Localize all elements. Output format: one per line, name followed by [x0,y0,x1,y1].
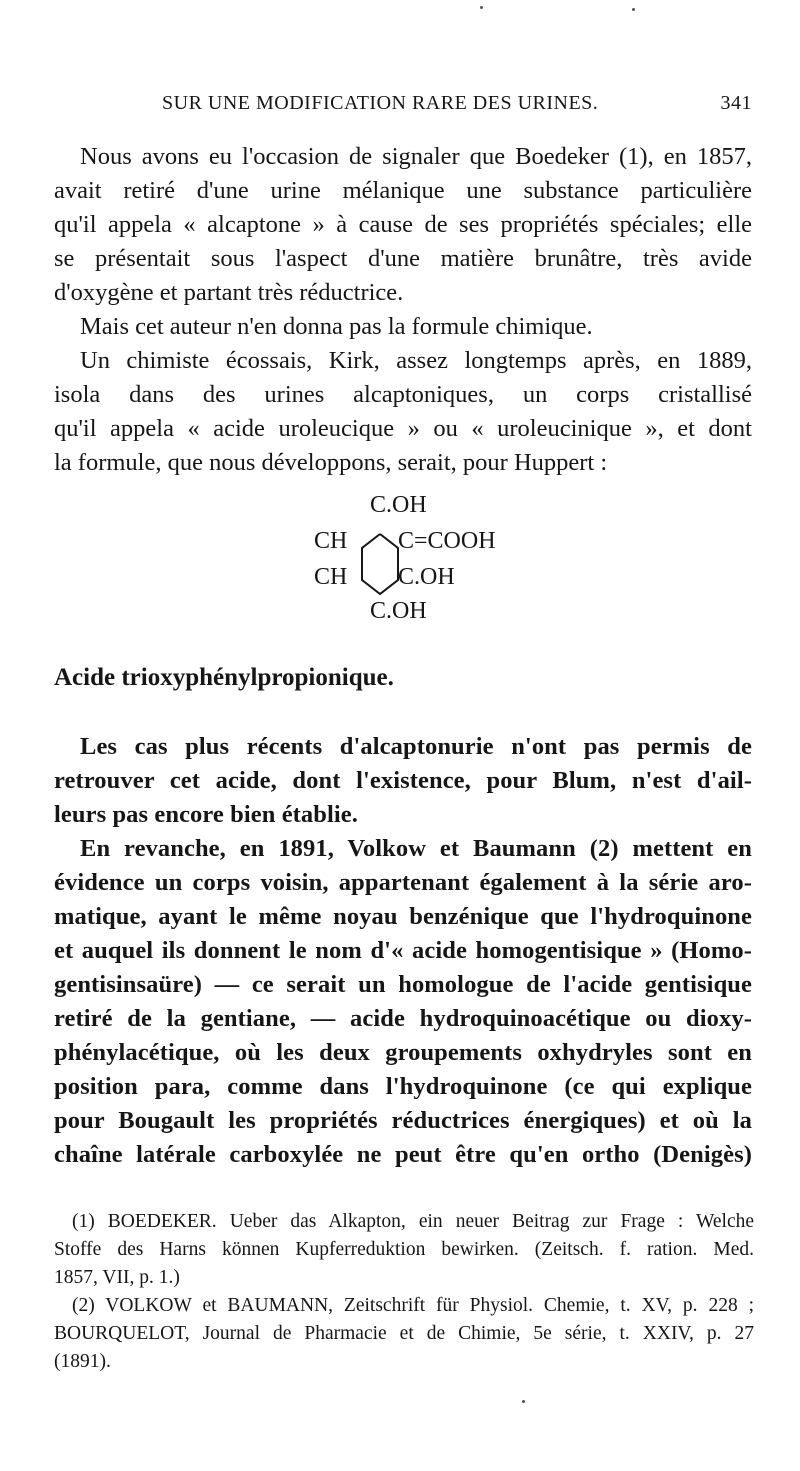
para1-line-1: Nous avons eu l'occasion de signaler que Boedeker (1), en 1857, [80,143,752,170]
formula-bottom: C.OH [370,598,427,624]
para5-line-3: matique, ayant le même noyau benzénique que l'hydroquinone [54,903,752,930]
formula-top: C.OH [370,492,427,518]
para3-line-1: Un chimiste écossais, Kirk, assez longtemps après, en 1889, [80,347,752,374]
para5-line-7: phénylacétique, où les deux groupements oxhydryles sont en [54,1039,752,1066]
para3-line-4: la formule, que nous développons, serait, pour Huppert : [54,449,608,476]
structural-formula [310,492,550,632]
footnote-2-line-1: (2) VOLKOW et BAUMANN, Zeitschrift für Physiol. Chemie, t. XV, p. 228 ; [72,1295,754,1316]
formula-left-2: CH [314,564,348,590]
footnote-2-line-2: BOURQUELOT, Journal de Pharmacie et de Chimie, 5e série, t. XXIV, p. 27 [54,1323,754,1344]
para2-line-1: Mais cet auteur n'en donna pas la formule chimique. [80,313,593,340]
para5-line-2: évidence un corps voisin, appartenant également à la série aro- [54,869,752,896]
footnote-1-line-3: 1857, VII, p. 1.) [54,1267,180,1288]
para5-line-10: chaîne latérale carboxylée ne peut être qu'en ortho (Denigès) [54,1141,752,1168]
para3-line-3: qu'il appela « acide uroleucique » ou « uroleucinique », et dont [54,415,752,442]
formula-right-2: C.OH [398,564,455,590]
para1-line-3: qu'il appela « alcaptone » à cause de ses propriétés spéciales; elle [54,211,752,238]
para5-line-9: pour Bougault les propriétés réductrices énergiques) et où la [54,1107,752,1134]
page-number: 341 [720,92,752,114]
scan-speck [522,1400,525,1403]
para5-line-4: et auquel ils donnent le nom d'« acide homogentisique » (Homo- [54,937,752,964]
benzene-ring-icon [358,522,402,606]
para3-line-2: isola dans des urines alcaptoniques, un corps cristallisé [54,381,752,408]
para1-line-5: d'oxygène et partant très réductrice. [54,279,404,306]
para4-line-2: retrouver cet acide, dont l'existence, pour Blum, n'est d'ail- [54,767,752,794]
para1-line-2: avait retiré d'une urine mélanique une substance particulière [54,177,752,204]
para4-line-1: Les cas plus récents d'alcaptonurie n'ont pas permis de [80,733,752,760]
para5-line-8: position para, comme dans l'hydroquinone (ce qui explique [54,1073,752,1100]
para4-line-3: leurs pas encore bien établie. [54,801,359,828]
para5-line-1: En revanche, en 1891, Volkow et Baumann (2) mettent en [80,835,752,862]
scan-speck [632,8,635,11]
formula-left-1: CH [314,528,348,554]
para5-line-6: retiré de la gentiane, — acide hydroquinoacétique ou dioxy- [54,1005,752,1032]
footnote-2-line-3: (1891). [54,1351,111,1372]
footnote-1-line-2: Stoffe des Harns können Kupferreduktion bewirken. (Zeitsch. f. ration. Med. [54,1239,754,1260]
para5-line-5: gentisinsaüre) — ce serait un homologue de l'acide gentisique [54,971,752,998]
running-header [150,92,762,124]
formula-right-1: C=COOH [398,528,496,554]
footnote-1-line-1: (1) BOEDEKER. Ueber das Alkapton, ein neuer Beitrag zur Frage : Welche [72,1211,754,1232]
scan-speck [480,6,483,9]
running-title: SUR UNE MODIFICATION RARE DES URINES. [162,92,599,114]
para1-line-4: se présentait sous l'aspect d'une matière brunâtre, très avide [54,245,752,272]
formula-caption: Acide trioxyphénylpropionique. [54,664,394,691]
